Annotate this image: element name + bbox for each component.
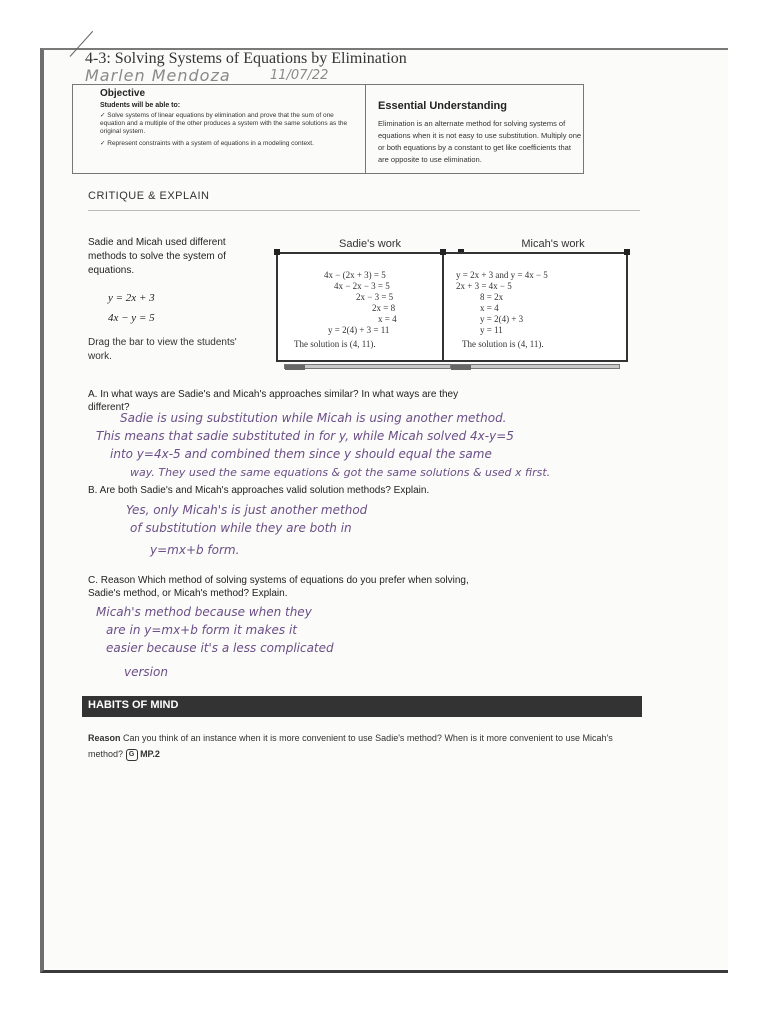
sadie-line: 2x = 8 — [372, 303, 396, 313]
question-c: C. Reason Which method of solving systems of equations do you prefer when solving, Sadie's method, or Micah's method? Explain. — [88, 575, 469, 599]
micah-line: x = 4 — [480, 303, 499, 313]
answer-b-line: y=mx+b form. — [150, 543, 240, 557]
question-a: A. In what ways are Sadie's and Micah's approaches similar? In what ways are they different? — [88, 389, 459, 413]
micah-drag-bar[interactable] — [450, 364, 620, 369]
objective-divider — [365, 84, 366, 174]
section-title: CRITIQUE & EXPLAIN — [88, 190, 210, 202]
objective-subtitle: Students will be able to: — [100, 102, 181, 109]
sadie-work-title: Sadie's work — [338, 238, 401, 250]
sadie-line: 2x − 3 = 5 — [356, 292, 394, 302]
sadie-line: x = 4 — [378, 314, 397, 324]
student-name: Marlen Mendoza — [85, 66, 231, 85]
sadie-line: y = 2(4) + 3 = 11 — [328, 325, 390, 335]
answer-c-line: are in y=mx+b form it makes it — [106, 623, 298, 637]
micah-line: 8 = 2x — [480, 292, 504, 302]
sadie-line: 4x − 2x − 3 = 5 — [334, 281, 390, 291]
prompt-text: Sadie and Micah used different methods to solve the system of equations. — [88, 237, 226, 276]
board-corner — [274, 249, 280, 255]
sadie-drag-bar[interactable] — [284, 364, 454, 369]
micah-solution: The solution is (4, 11). — [462, 339, 544, 349]
drag-handle[interactable] — [451, 365, 471, 370]
answer-a-line: way. They used the same equations & got the same solutions & used x first. — [130, 466, 551, 479]
drag-instruction: Drag the bar to view the students' work. — [88, 337, 237, 362]
section-divider — [88, 210, 640, 211]
habits-of-mind-header: HABITS OF MIND — [82, 696, 642, 717]
answer-b-line: Yes, only Micah's is just another method — [126, 503, 368, 517]
micah-work-title: Micah's work — [521, 238, 585, 250]
answer-c-line: easier because it's a less complicated — [106, 641, 334, 655]
micah-line: y = 2x + 3 and y = 4x − 5 — [456, 270, 548, 280]
board-corner — [440, 249, 446, 255]
answer-c-line: version — [124, 665, 168, 679]
equation-1: y = 2x + 3 — [108, 292, 155, 304]
objective-item: ✓ Represent constraints with a system of equations in a modeling context. — [100, 140, 314, 147]
reason-text: Can you think of an instance when it is more convenient to use Sadie's method? When is it more convenient to use Micah's method? — [88, 733, 613, 759]
drag-handle[interactable] — [285, 365, 305, 370]
math-practice-icon: G — [126, 749, 138, 761]
micah-line: y = 11 — [480, 325, 503, 335]
answer-a-line: Sadie is using substitution while Micah is using another method. — [120, 411, 507, 425]
reason-label: Reason — [88, 733, 121, 743]
question-b: B. Are both Sadie's and Micah's approaches valid solution methods? Explain. — [88, 485, 430, 496]
micah-line: 2x + 3 = 4x − 5 — [456, 281, 512, 291]
sadie-line: 4x − (2x + 3) = 5 — [324, 270, 386, 280]
board-corner — [624, 249, 630, 255]
objective-item: ✓ Solve systems of linear equations by elimination and prove that the sum of one equation and a multiple of the other produces a system with the same solutions as the original system. — [100, 112, 348, 135]
date: 11/07/22 — [270, 68, 329, 83]
micah-line: y = 2(4) + 3 — [480, 314, 524, 324]
answer-a-line: This means that sadie substituted in for y, while Micah solved 4x-y=5 — [96, 429, 514, 443]
equation-2: 4x − y = 5 — [108, 312, 155, 324]
math-practice-label: MP.2 — [140, 749, 160, 759]
answer-c-line: Micah's method because when they — [96, 605, 312, 619]
essential-text: Elimination is an alternate method for solving systems of equations when it is not easy to use substitution. Multiply one or both equations by a constant to get like coefficients that are opposite to use elimination. — [378, 119, 582, 164]
essential-title: Essential Understanding — [378, 100, 507, 112]
answer-a-line: into y=4x-5 and combined them since y should equal the same — [110, 447, 492, 461]
reason-prompt — [88, 730, 638, 762]
objective-title: Objective — [100, 88, 146, 99]
page-title: 4-3: Solving Systems of Equations by Elimination — [85, 50, 407, 67]
answer-b-line: of substitution while they are both in — [130, 521, 352, 535]
sadie-solution: The solution is (4, 11). — [294, 339, 376, 349]
